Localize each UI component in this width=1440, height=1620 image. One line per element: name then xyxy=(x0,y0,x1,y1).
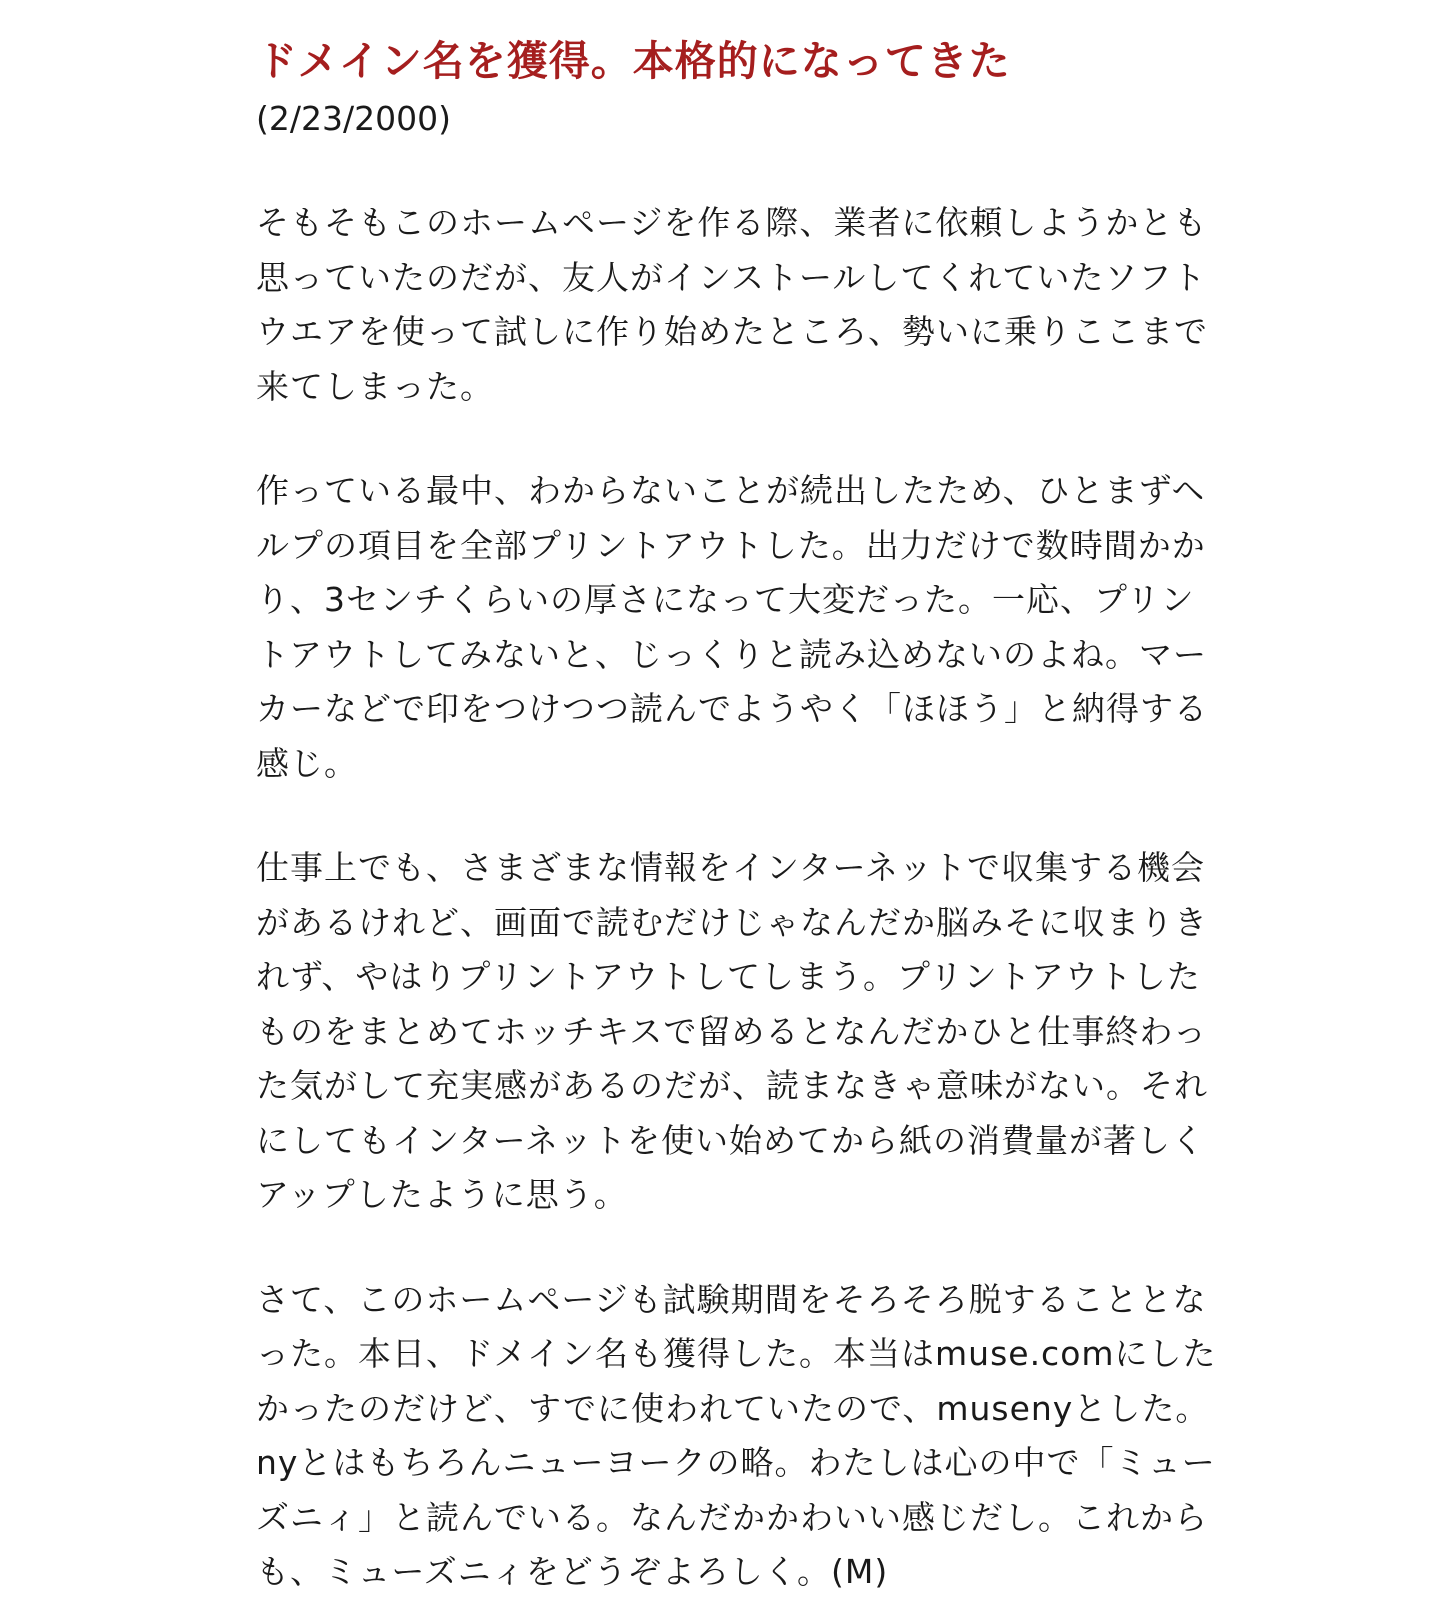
article-paragraph-4: さて、このホームページも試験期間をそろそろ脱することとなった。本日、ドメイン名も獲得した。本当はmuse.comにしたかったのだけど、すでに使われていたので、musenyとした。nyとはもちろんニューヨークの略。わたしは心の中で「ミューズニィ」と読んでいる。なんだかかわいい感じだし。これからも、ミューズニィをどうぞよろしく。(M) xyxy=(256,1279,1217,1591)
article-title: ドメイン名を獲得。本格的になってきた xyxy=(256,37,1011,85)
article-paragraph-1: そもそもこのホームページを作る際、業者に依頼しようかとも思っていたのだが、友人がインストールしてくれていたソフトウエアを使って試しに作り始めたところ、勢いに乗りここまで来てしまった。 xyxy=(256,203,1208,406)
article-paragraph-3: 仕事上でも、さまざまな情報をインターネットで収集する機会があるけれど、画面で読むだけじゃなんだか脳みそに収まりきれず、やはりプリントアウトしてしまう。プリントアウトしたものをまとめてホッチキスで留めるとなんだかひと仕事終わった気がして充実感があるのだが、読まなきゃ意味がない。それにしてもインターネットを使い始めてから紙の消費量が著しくアップしたように思う。 xyxy=(256,848,1208,1214)
article-paragraph-2: 作っている最中、わからないことが続出したため、ひとまずヘルプの項目を全部プリントアウトした。出力だけで数時間かかり、3センチくらいの厚さになって大変だった。一応、プリントアウトしてみないと、じっくりと読み込めないのよね。マーカーなどで印をつけつつ読んでようやく「ほほう」と納得する感じ。 xyxy=(256,471,1208,783)
article-date: (2/23/2000) xyxy=(256,99,451,138)
article xyxy=(256,30,1226,1600)
